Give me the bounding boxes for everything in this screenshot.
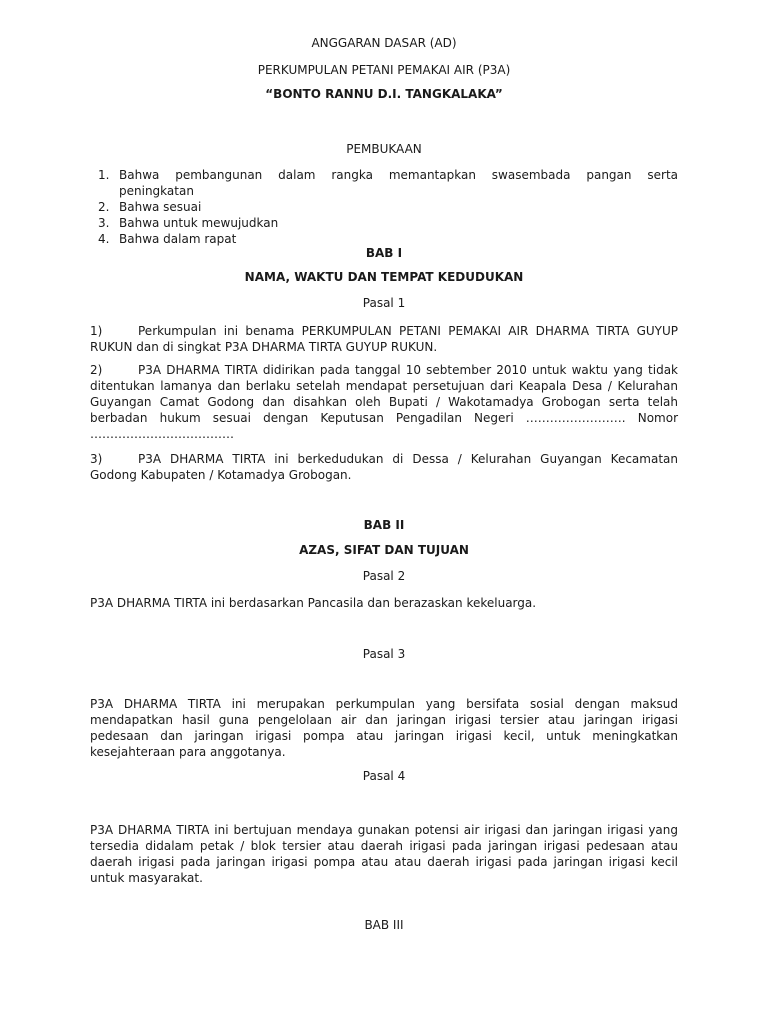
paragraph-number: 2): [90, 363, 103, 377]
paragraph-line: mendapatkan hasil guna pengelolaan air dan jaringan irigasi tersier atau jaringan irigasi: [90, 713, 678, 727]
paragraph-line: berbadan hukum sesuai dengan Keputusan Pengadilan Negeri ……………………. Nomor: [90, 411, 678, 425]
article-heading: Pasal 4: [362, 769, 406, 783]
paragraph-line: pedesaan dan jaringan irigasi pompa atau jaringan irigasi kecil, untuk meningkatkan: [90, 729, 678, 743]
chapter-subheading: AZAS, SIFAT DAN TUJUAN: [299, 543, 469, 557]
paragraph-line: [90, 323, 678, 339]
paragraph-text: Perkumpulan ini benama PERKUMPULAN PETANI PEMAKAI AIR DHARMA TIRTA GUYUP: [138, 324, 678, 338]
article-heading: Pasal 2: [362, 569, 406, 583]
chapter-heading: BAB I: [365, 246, 403, 260]
paragraph-line: kesejahteraan para anggotanya.: [90, 745, 286, 759]
list-item-number: 3.: [98, 216, 110, 230]
paragraph-line: daerah irigasi pada jaringan irigasi pompa atau atau daerah irigasi pada jaringan irigasi kecil: [90, 855, 678, 869]
paragraph-line: ditentukan lamanya dan berlaku setelah mendapat persetujuan dari Keapala Desa / Kelurahan: [90, 379, 678, 393]
paragraph-number: 1): [90, 324, 103, 338]
article-heading: Pasal 1: [362, 296, 406, 310]
pembukaan-title: PEMBUKAAN: [346, 142, 422, 156]
doc-organization-name: “BONTO RANNU D.I. TANGKALAKA”: [265, 87, 503, 101]
paragraph-number: 3): [90, 452, 103, 466]
article-paragraph: [90, 696, 678, 760]
paragraph-line: P3A DHARMA TIRTA ini bertujuan mendaya gunakan potensi air irigasi dan jaringan irigasi yang: [90, 823, 678, 837]
list-item-line: peningkatan: [119, 184, 194, 198]
chapter-heading: BAB II: [363, 518, 405, 532]
article-paragraph: P3A DHARMA TIRTA ini berdasarkan Pancasila dan berazaskan kekeluarga.: [90, 596, 537, 610]
paragraph-line: untuk masyarakat.: [90, 871, 203, 885]
article-heading: Pasal 3: [362, 647, 406, 661]
article-paragraph: [90, 822, 678, 886]
paragraph-line: Guyangan Camat Godong dan disahkan oleh Bupati / Wakotamadya Grobogan serta telah: [90, 395, 678, 409]
list-item-text: Bahwa sesuai: [119, 200, 202, 214]
paragraph-line: Godong Kabupaten / Kotamadya Grobogan.: [90, 468, 352, 482]
list-item-number: 1.: [98, 168, 110, 182]
article-paragraph: [90, 451, 678, 483]
paragraph-line: [90, 451, 678, 467]
list-item-text: [119, 167, 678, 199]
doc-title: ANGGARAN DASAR (AD): [311, 36, 457, 50]
article-paragraph: [90, 323, 678, 355]
list-item-text: Bahwa dalam rapat: [119, 232, 237, 246]
paragraph-line: RUKUN dan di singkat P3A DHARMA TIRTA GUYUP RUKUN.: [90, 340, 438, 354]
doc-subtitle: PERKUMPULAN PETANI PEMAKAI AIR (P3A): [257, 63, 511, 77]
list-item-number: 2.: [98, 200, 110, 214]
list-item-text: Bahwa untuk mewujudkan: [119, 216, 279, 230]
chapter-heading: BAB III: [364, 918, 404, 932]
article-paragraph: [90, 362, 678, 442]
list-item-number: 4.: [98, 232, 110, 246]
paragraph-line: [90, 362, 678, 378]
chapter-subheading: NAMA, WAKTU DAN TEMPAT KEDUDUKAN: [244, 270, 524, 284]
paragraph-text: P3A DHARMA TIRTA didirikan pada tanggal 10 sebtember 2010 untuk waktu yang tidak: [138, 363, 678, 377]
paragraph-line: tersedia didalam petak / blok tersier atau daerah irigasi pada jaringan irigasi pedesaan atau: [90, 839, 678, 853]
paragraph-text: P3A DHARMA TIRTA ini berkedudukan di Dessa / Kelurahan Guyangan Kecamatan: [138, 452, 678, 466]
list-item-line: Bahwa pembangunan dalam rangka memantapkan swasembada pangan serta: [119, 168, 678, 182]
paragraph-line: ………………………………: [90, 427, 234, 441]
paragraph-line: P3A DHARMA TIRTA ini merupakan perkumpulan yang bersifata sosial dengan maksud: [90, 697, 678, 711]
